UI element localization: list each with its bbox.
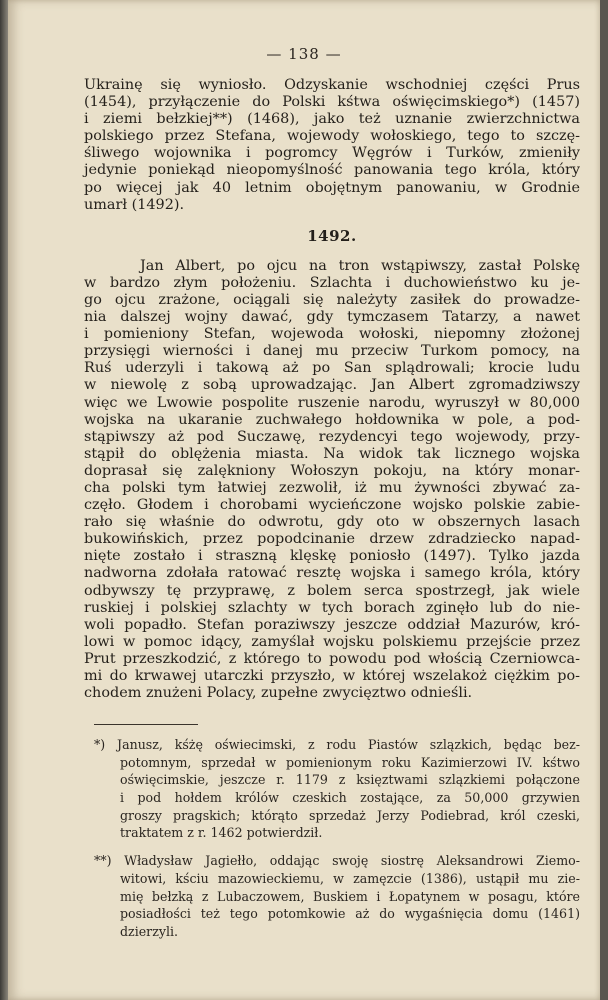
footnote-1 xyxy=(94,736,580,842)
footnote-line: mię bełzką z Lubaczowem, Buskiem i Łopatynem w posagu, które xyxy=(120,888,580,904)
text-line: śliwego wojownika i pogromcy Węgrów i Turków, zmieniły xyxy=(84,145,580,162)
text-line: polskiego przez Stefana, wojewody wołoskiego, tego to szczę- xyxy=(84,128,580,145)
text-line: doprasał się zalękniony Wołoszyn pokoju, na który monar- xyxy=(84,462,580,479)
footnote-line: posiadłości też tego potomkowie aż do wygaśnięcia domu (1461) xyxy=(120,906,580,922)
footnote-line: witowi, kściu mazowieckiemu, w zamęzcie (1386), ustąpił mu zie- xyxy=(120,870,580,886)
text-line: jedynie poniekąd nieopomyślność panowania tego króla, który xyxy=(84,162,580,179)
text-line: stąpiwszy aż pod Suczawę, rezydencyi tego wojewody, przy- xyxy=(84,428,580,445)
text-line: nięte zostało i straszną klęskę poniosło (1497). Tylko jazda xyxy=(84,548,580,565)
text-line: lowi w pomoc idący, zamyślał wojsku polskiemu przejście przez xyxy=(84,633,580,650)
text-line: odbywszy tę przyprawę, z bolem serca spostrzegł, jak wiele xyxy=(84,582,580,599)
footnote-line: dzierzyli. xyxy=(120,923,179,939)
text-line: Ukrainę się wyniosło. Odzyskanie wschodniej części Prus xyxy=(84,77,580,93)
main-text xyxy=(84,77,580,702)
text-line: więc we Lwowie pospolite ruszenie narodu, wyruszył w 80,000 xyxy=(84,394,580,411)
paragraph-1 xyxy=(84,77,580,214)
text-line: wojska na ukaranie zuchwałego hołdownika w pole, a pod- xyxy=(84,411,580,428)
text-line: Ruś uderzyli i takową aż po San splądrowali; krocie ludu xyxy=(84,360,580,377)
footnote-line: *) Janusz, kśżę oświecimski, z rodu Piastów szlązkich, będąc bez- xyxy=(94,737,580,752)
section-heading: 1492. xyxy=(307,226,357,245)
text-line: chodem znużeni Polacy, zupełne zwycięztwo odnieśli. xyxy=(84,685,473,702)
footnotes xyxy=(94,736,580,941)
text-line: nadworna zdołała ratować resztę wojska i samego króla, który xyxy=(84,565,580,582)
footnote-line: potomnym, sprzedał w pomienionym roku Kazimierzowi IV. kśtwo xyxy=(120,754,580,770)
text-line: umarł (1492). xyxy=(84,196,185,213)
footnote-line: **) Władysław Jagiełło, oddając swoję siostrę Aleksandrowi Ziemo- xyxy=(94,853,580,869)
text-line: przysięgi wierności i danej mu przeciw Turkom pomocy, na xyxy=(84,343,580,360)
footnote-line: i pod hołdem królów czeskich zostające, za 50,000 grzywien xyxy=(120,790,580,806)
text-line: Jan Albert, po ojcu na tron wstąpiwszy, zastał Polskę xyxy=(140,257,580,274)
text-line: stąpił do oblężenia miasta. Na widok tak licznego wojska xyxy=(84,445,580,462)
book-binding-edge xyxy=(0,0,8,1000)
text-line: i ziemi bełzkiej**) (1468), jako też uznanie zwierzchnictwa xyxy=(84,111,580,128)
book-page xyxy=(8,0,600,1000)
text-line: go ojcu zrażone, ociągali się należyty zasiłek do prowadze- xyxy=(84,291,580,308)
text-line: w bardzo złym położeniu. Szlachta i duchowieństwo ku je- xyxy=(84,274,580,291)
text-line: i pomieniony Stefan, wojewoda wołoski, niepomny złożonej xyxy=(84,326,580,343)
text-line: częło. Głodem i chorobami wycieńczone wojsko polskie zabie- xyxy=(84,497,580,514)
text-line: woli popadło. Stefan poraziwszy jeszcze oddział Mazurów, kró- xyxy=(84,616,580,633)
footnote-line: groszy pragskich; którąto sprzedaż Jerzy Podiebrad, król czeski, xyxy=(120,807,580,823)
text-line: cha polski tym łatwiej zezwolił, iż mu żywności zbywać za- xyxy=(84,479,580,496)
text-line: bukowińskich, przez popodcinanie drzew zdradziecko napad- xyxy=(84,531,580,548)
text-line: rało się właśnie do odwrotu, gdy oto w obszernych lasach xyxy=(84,514,580,531)
footnote-separator xyxy=(94,724,198,725)
text-line: po więcej jak 40 letnim obojętnym panowaniu, w Grodnie xyxy=(84,179,580,196)
text-line: ruskiej i polskiej szlachty w tych borach zginęło lub do nie- xyxy=(84,599,580,616)
text-line: Prut przeszkodzić, z którego to powodu pod włością Czerniowca- xyxy=(84,650,580,667)
text-line: w niewolę z sobą uprowadzając. Jan Albert zgromadziwszy xyxy=(84,377,580,394)
paragraph-2 xyxy=(84,258,580,702)
footnote-2 xyxy=(94,852,580,940)
footnote-line: oświęcimskie, jeszcze r. 1179 z księztwami szlązkiemi połączone xyxy=(120,772,580,788)
page-number: — 138 — xyxy=(266,45,342,63)
text-line: nia dalszej wojny dawać, gdy tymczasem Tatarzy, a nawet xyxy=(84,309,580,326)
text-line: mi do krwawej utarczki przyszło, w której wszelakoż ciężkim po- xyxy=(84,668,580,684)
footnote-line: traktatem z r. 1462 potwierdził. xyxy=(120,825,323,841)
text-line: (1454), przyłączenie do Polski kśtwa oświęcimskiego*) (1457) xyxy=(84,94,580,111)
